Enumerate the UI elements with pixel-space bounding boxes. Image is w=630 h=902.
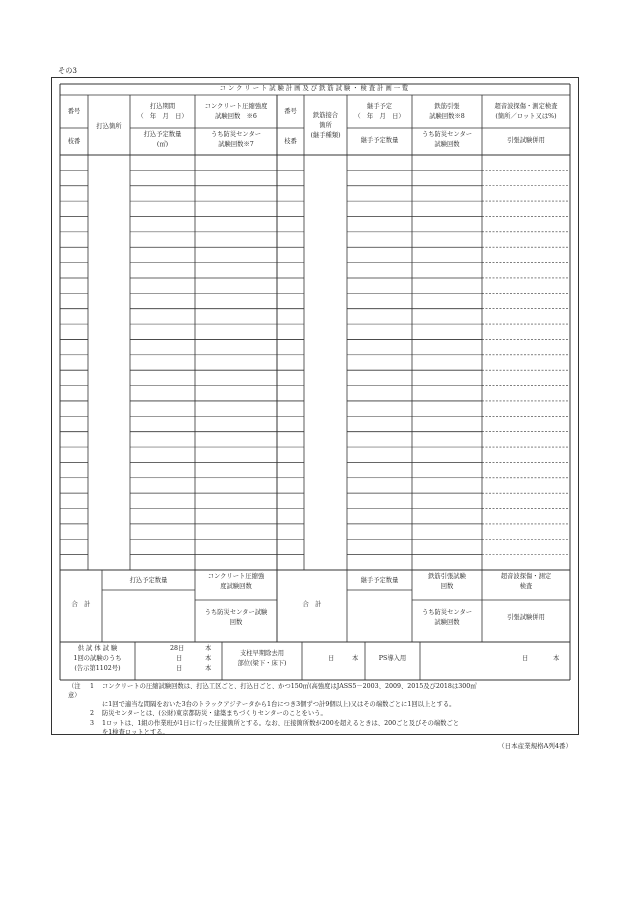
- hippari-label-1: 鉄筋引張: [434, 103, 460, 110]
- note-3-line-2: を1検査ロットとする。: [102, 728, 169, 736]
- note-3-number: 3: [90, 719, 95, 727]
- shichu-label-1: 支柱早期除去用: [239, 650, 285, 657]
- note-1-line-1: コンクリートの圧縮試験回数は、打込工区ごと、打込日ごと、かつ150㎥(高強度はJASS5－2003、2009、2015及び2018は300㎥: [102, 683, 477, 690]
- right-bangou-label: 番号: [284, 108, 297, 115]
- goukei-left-label: 合 計: [71, 601, 91, 608]
- ps-count: 本: [553, 655, 560, 662]
- total-asshuku-label-2: 度試験回数: [220, 583, 252, 590]
- yotei-suuryou-label: 打込予定数量: [143, 131, 182, 138]
- ps-day: 日: [522, 655, 529, 662]
- hippari-label-2: 試験回数※8: [429, 113, 465, 120]
- choonpa-label-1: 超音波探傷・測定検査: [494, 103, 558, 110]
- tsugite-yotei-label: 継手予定: [366, 103, 393, 110]
- tsugite-date-label: （ 年 月 日）: [354, 113, 405, 120]
- total-heiyou-label: 引張試験併用: [507, 614, 545, 621]
- shichu-count: 本: [352, 655, 359, 662]
- tekkin-label-1: 鉄筋接合: [312, 112, 339, 119]
- total-choonpa-label-2: 検査: [519, 583, 533, 590]
- total-asshuku-label-1: コンクリート圧縮強: [207, 573, 265, 580]
- note-1-number: 1: [90, 683, 95, 690]
- total-tsugite-label: 継手予定数量: [360, 577, 399, 584]
- tekkin-label-2: 箇所: [319, 122, 332, 129]
- specimen-day-2: 日: [176, 665, 183, 672]
- bousai-left-label-1: うち防災センター: [210, 131, 262, 138]
- footer-standard: （日本産業規格A列4番）: [498, 742, 572, 750]
- asshuku-label-1: コンクリート圧縮強度: [204, 103, 268, 110]
- total-yotei-label: 打込予定数量: [129, 577, 168, 584]
- total-choonpa-label-1: 超音波探傷・測定: [500, 573, 552, 580]
- specimen-count-2: 本: [205, 655, 212, 662]
- specimen-28days: 28日: [170, 645, 185, 652]
- bousai-right-label-2: 試験回数: [434, 141, 460, 148]
- page-label: その3: [58, 66, 77, 75]
- specimen-count-1: 本: [205, 645, 212, 652]
- total-bousai-label-2: 回数: [229, 619, 243, 626]
- tsugite-suuryou-label: 継手予定数量: [360, 137, 399, 144]
- total-bousai-r-label-1: うち防災センター: [421, 609, 473, 616]
- uchikomi-basho-label: 打込箇所: [96, 123, 122, 130]
- note-3-line-1: 1ロットは、1組の作業班が1日に行った圧接箇所とする。なお、圧接箇所数が200を超えるときは、200ごと及びその端数ごと: [102, 719, 460, 727]
- yotei-unit-label: (㎥): [156, 141, 169, 148]
- ps-label: PS導入用: [378, 655, 407, 662]
- goukei-right-label: 合 計: [302, 601, 322, 608]
- left-bangou-label: 番号: [67, 108, 81, 115]
- total-hippari-label-2: 回数: [440, 583, 454, 590]
- note-2-number: 2: [90, 710, 95, 718]
- total-bousai-label-1: うち防災センター試験: [204, 609, 268, 616]
- specimen-count-3: 本: [205, 665, 212, 672]
- total-bousai-r-label-2: 試験回数: [434, 619, 460, 626]
- asshuku-label-2: 試験回数 ※6: [215, 113, 257, 120]
- specimen-label-3: (告示第1102号): [74, 665, 121, 672]
- form-title: コンクリート試験計画及び鉄筋試験・検査計画一覧: [219, 85, 411, 92]
- notes: [68, 682, 568, 737]
- uchikomi-kikan-label: 打込期間: [149, 103, 176, 110]
- bousai-left-label-2: 試験回数※7: [218, 141, 254, 148]
- specimen-day-1: 日: [176, 655, 183, 662]
- left-edaban-label: 枝番: [67, 138, 81, 145]
- uchikomi-date-label: （ 年 月 日）: [137, 113, 188, 120]
- bousai-right-label-1: うち防災センター: [421, 131, 473, 138]
- shichu-label-2: 部位(梁下・床下): [237, 660, 287, 667]
- notes-label: （注意）: [68, 683, 81, 700]
- specimen-label-2: 1回の試験のうち: [73, 655, 122, 662]
- note-1-line-2: に1回で適当な間隔をおいた3台のトラックアジテータから1台につき3個ずつ計9個以上)又はその端数ごとに1回以上とする。: [102, 701, 456, 709]
- choonpa-label-2: (箇所／ロット又は%): [495, 113, 557, 120]
- heiyou-label: 引張試験併用: [507, 137, 545, 144]
- shichu-day: 日: [328, 655, 335, 662]
- note-2-line-1: 防災センターとは、(公財)東京都防災・建築まちづくりセンターのことをいう。: [102, 710, 327, 718]
- right-edaban-label: 枝番: [284, 138, 297, 145]
- specimen-label-1: 供 試 体 試 験: [77, 645, 118, 652]
- total-hippari-label-1: 鉄筋引張試験: [428, 573, 466, 580]
- tekkin-label-3: (継手種類): [310, 132, 341, 139]
